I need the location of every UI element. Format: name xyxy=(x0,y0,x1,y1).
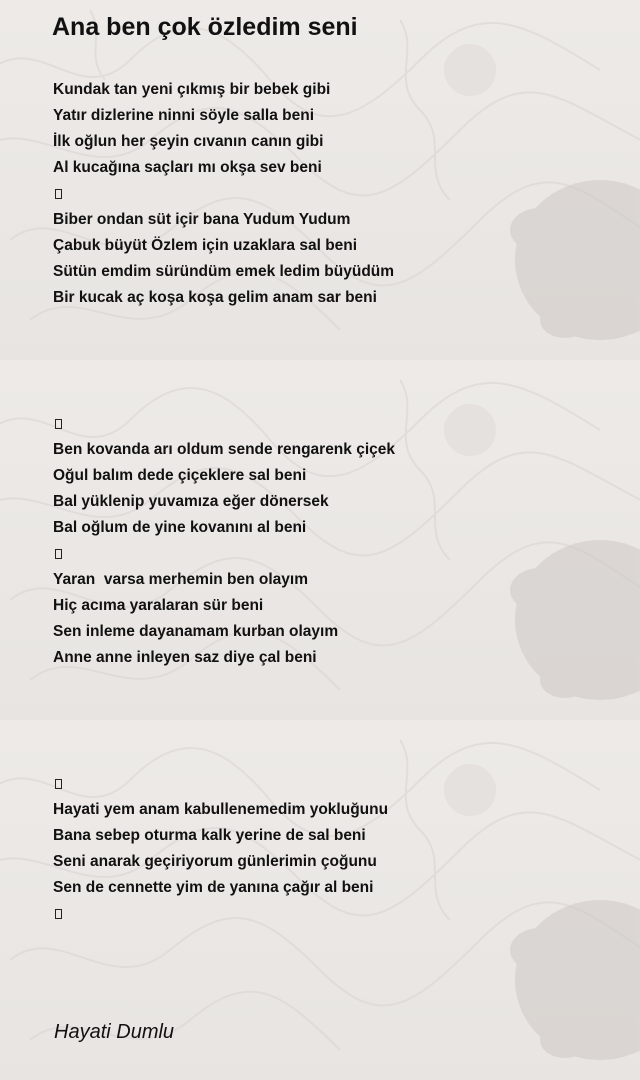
poem-line: Kundak tan yeni çıkmış bir bebek gibi xyxy=(53,81,331,98)
poem-line: Bal yüklenip yuvamıza eğer dönersek xyxy=(53,493,329,510)
stanza-separator-glyph xyxy=(55,909,62,919)
poem-line: Anne anne inleyen saz diye çal beni xyxy=(53,649,317,666)
poem-line: Çabuk büyüt Özlem için uzaklara sal beni xyxy=(53,237,358,254)
poem-line: Sen de cennette yim de yanına çağır al beni xyxy=(53,879,374,896)
poem-line: Bir kucak aç koşa koşa gelim anam sar beni xyxy=(53,289,377,306)
poem-line: Hiç acıma yaralaran sür beni xyxy=(53,597,264,614)
stanza-separator-glyph xyxy=(55,419,62,429)
poem-line: Yaran varsa merhemin ben olayım xyxy=(53,571,309,588)
poem-line: Sütün emdim süründüm emek ledim büyüdüm xyxy=(53,263,395,280)
poem-line: Hayati yem anam kabullenemedim yokluğunu xyxy=(53,801,389,818)
poem-author: Hayati Dumlu xyxy=(54,1021,175,1043)
poem-title: Ana ben çok özledim seni xyxy=(52,13,358,41)
stanza-separator-glyph xyxy=(55,779,62,789)
stanza-separator-glyph xyxy=(55,549,62,559)
poem-line: Seni anarak geçiriyorum günlerimin çoğunu xyxy=(53,853,377,870)
poem-line: Oğul balım dede çiçeklere sal beni xyxy=(53,467,307,484)
poem-line: Sen inleme dayanamam kurban olayım xyxy=(53,623,339,640)
poem-line: Ben kovanda arı oldum sende rengarenk çiçek xyxy=(53,441,395,458)
stanza-separator-glyph xyxy=(55,189,62,199)
poem-line: Biber ondan süt içir bana Yudum Yudum xyxy=(53,211,351,228)
poem-line: İlk oğlun her şeyin cıvanın canın gibi xyxy=(53,133,324,150)
poem-line: Bana sebep oturma kalk yerine de sal beni xyxy=(53,827,366,844)
poem-line: Al kucağına saçları mı okşa sev beni xyxy=(53,159,322,176)
poem-line: Bal oğlum de yine kovanını al beni xyxy=(53,519,307,536)
poem-line: Yatır dizlerine ninni söyle salla beni xyxy=(53,107,315,124)
